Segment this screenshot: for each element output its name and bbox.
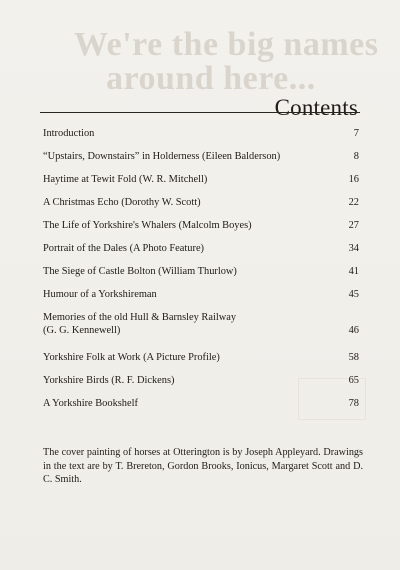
toc-entry-title: Yorkshire Folk at Work (A Picture Profile) [43, 352, 220, 363]
page-title: Contents [274, 95, 358, 121]
toc-entry-page: 8 [353, 151, 359, 162]
toc-entry-title: The Siege of Castle Bolton (William Thurlow) [43, 266, 237, 277]
toc-entry-page: 58 [348, 352, 359, 363]
toc-entry [43, 311, 359, 337]
toc-entry [43, 374, 359, 387]
toc-entry-page: 41 [348, 266, 359, 277]
toc-entry [43, 242, 359, 255]
show-through-text-line-2: around here... [106, 60, 316, 97]
table-of-contents [43, 127, 359, 420]
toc-entry-title-line-2: (G. G. Kennewell) [43, 325, 121, 336]
toc-entry-page: 34 [348, 243, 359, 254]
toc-entry-page: 46 [348, 325, 359, 336]
toc-entry [43, 219, 359, 232]
toc-entry [43, 150, 359, 163]
toc-entry-title [43, 311, 341, 337]
toc-entry [43, 127, 359, 140]
toc-entry-page: 7 [353, 128, 359, 139]
toc-entry-title: The Life of Yorkshire's Whalers (Malcolm Boyes) [43, 220, 252, 231]
toc-entry [43, 288, 359, 301]
toc-entry-title: “Upstairs, Downstairs” in Holderness (Eileen Balderson) [43, 151, 281, 162]
toc-entry-title: A Yorkshire Bookshelf [43, 398, 138, 409]
toc-entry-title: Introduction [43, 128, 95, 139]
toc-entry-title: Yorkshire Birds (R. F. Dickens) [43, 375, 175, 386]
toc-entry [43, 397, 359, 410]
toc-entry-page: 78 [348, 398, 359, 409]
toc-entry-page: 22 [348, 197, 359, 208]
toc-entry [43, 351, 359, 364]
toc-entry-title-line-1: Memories of the old Hull & Barnsley Railway [43, 312, 237, 323]
toc-entry-title: Haytime at Tewit Fold (W. R. Mitchell) [43, 174, 208, 185]
toc-entry-title: A Christmas Echo (Dorothy W. Scott) [43, 197, 201, 208]
toc-entry [43, 173, 359, 186]
toc-entry-page: 16 [348, 174, 359, 185]
toc-entry-page: 45 [348, 289, 359, 300]
heading-rule [40, 112, 360, 113]
show-through-text-line-1: We're the big names [74, 26, 379, 63]
toc-entry [43, 265, 359, 278]
toc-entry-title: Humour of a Yorkshireman [43, 289, 157, 300]
toc-entry-page: 65 [348, 375, 359, 386]
toc-entry [43, 196, 359, 209]
illustration-credits: The cover painting of horses at Otterington is by Joseph Appleyard. Drawings in the text are by T. Brereton, Gordon Brooks, Ionicus, Margaret Scott and D. C. Smith. [43, 447, 363, 486]
toc-entry-page: 27 [348, 220, 359, 231]
toc-entry-title: Portrait of the Dales (A Photo Feature) [43, 243, 205, 254]
